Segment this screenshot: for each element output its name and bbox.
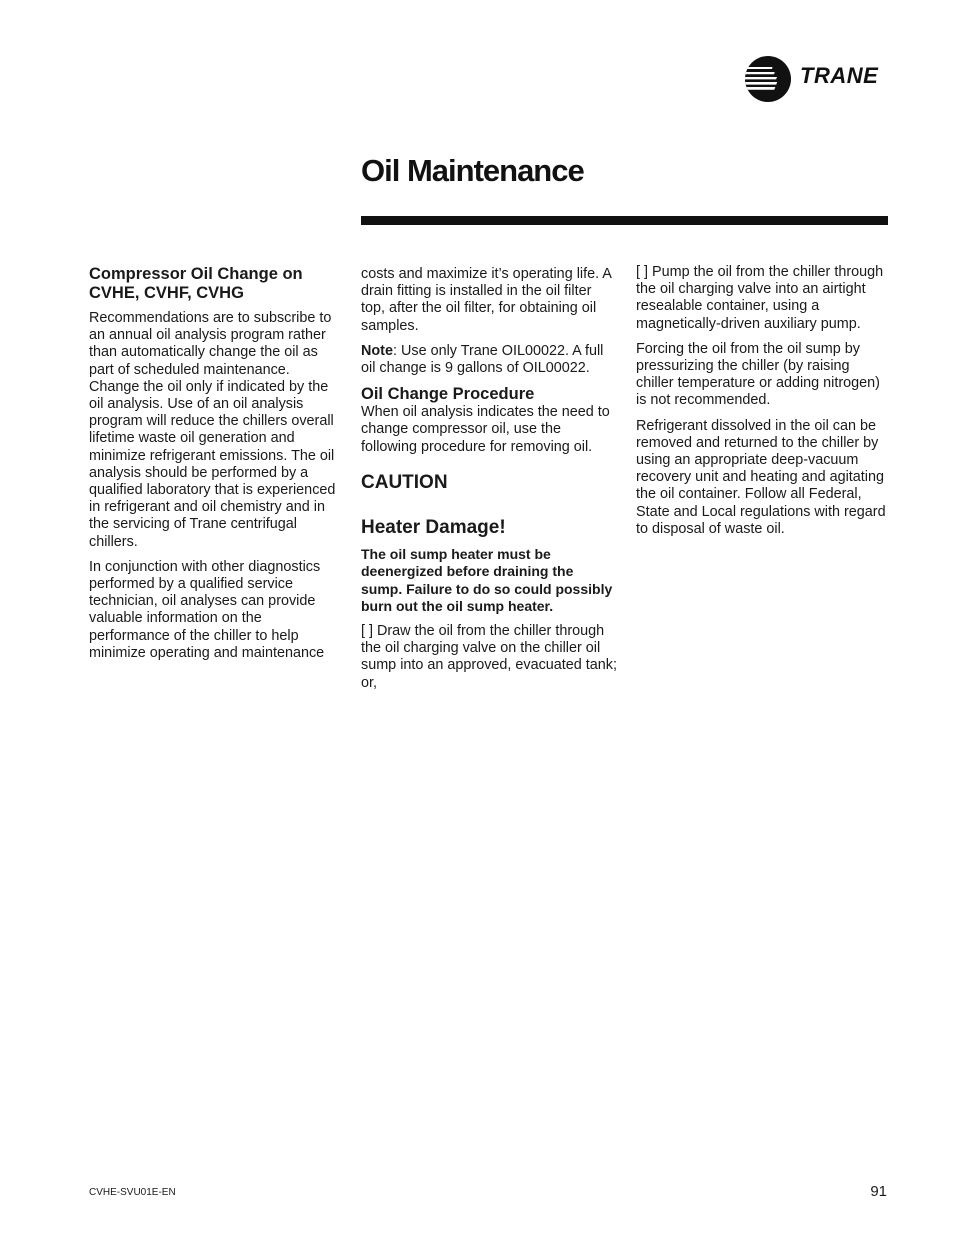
- paragraph: [ ] Draw the oil from the chiller through the oil charging valve on the chiller oil sump into an approved, evacuated tank; or,: [361, 623, 618, 691]
- column-3: [636, 264, 890, 546]
- paragraph: Refrigerant dissolved in the oil can be removed and returned to the chiller by using an appropriate deep-vacuum recovery unit and heating and agitating the oil container. Follow all Federal, State and Local regulations with regard to disposal of waste oil.: [636, 417, 886, 537]
- document-id: CVHE-SVU01E-EN: [89, 1187, 176, 1198]
- paragraph: Forcing the oil from the oil sump by pressurizing the chiller (by raising chiller temperature or adding nitrogen) is not recommended.: [636, 340, 880, 409]
- section-heading: Compressor Oil Change on CVHE, CVHF, CVHG: [89, 265, 303, 302]
- paragraph: [ ] Pump the oil from the chiller through the oil charging valve into an airtight resealable container, using a magnetically-driven auxiliary pump.: [636, 264, 884, 332]
- column-2: [361, 266, 618, 700]
- title-rule: [361, 216, 888, 225]
- page-title: Oil Maintenance: [361, 153, 584, 188]
- paragraph: costs and maximize it’s operating life. A drain fitting is installed in the oil filter top, after the oil filter, for obtaining oil samples.: [361, 266, 612, 334]
- hazard-heading: Heater Damage!: [361, 517, 506, 539]
- caution-label: CAUTION: [361, 471, 448, 493]
- paragraph: Recommendations are to subscribe to an annual oil analysis program rather than automatically change the oil as part of scheduled maintenance. Change the oil only if indicated by the oil analysis. Use of an oil analysis program will reduce the chillers overall lifetime waste oil generation and minimize refrigerant emissions. The oil analysis should be performed by a qualified laboratory that is experienced in refrigerant and oil chemistry and in the servicing of Trane centrifugal chillers.: [89, 310, 336, 550]
- paragraph: When oil analysis indicates the need to change compressor oil, use the following procedure for removing oil.: [361, 404, 610, 455]
- note: [361, 343, 618, 377]
- page-number: 91: [870, 1183, 887, 1200]
- note-text: : Use only Trane OIL00022. A full oil change is 9 gallons of OIL00022.: [361, 342, 604, 377]
- paragraph: In conjunction with other diagnostics performed by a qualified service technician, oil analyses can provide valuable information on the performance of the chiller to help minimize operating and maintenance: [89, 558, 325, 661]
- brand-logo: [744, 55, 894, 103]
- subsection-heading: Oil Change Procedure: [361, 385, 535, 404]
- brand-name: TRANE: [800, 63, 879, 88]
- trane-logo-icon: [744, 55, 794, 103]
- column-1: [89, 265, 341, 670]
- warning-text: The oil sump heater must be deenergized before draining the sump. Failure to do so could possibly burn out the oil sump heater.: [361, 546, 613, 614]
- note-label: Note: [361, 342, 393, 359]
